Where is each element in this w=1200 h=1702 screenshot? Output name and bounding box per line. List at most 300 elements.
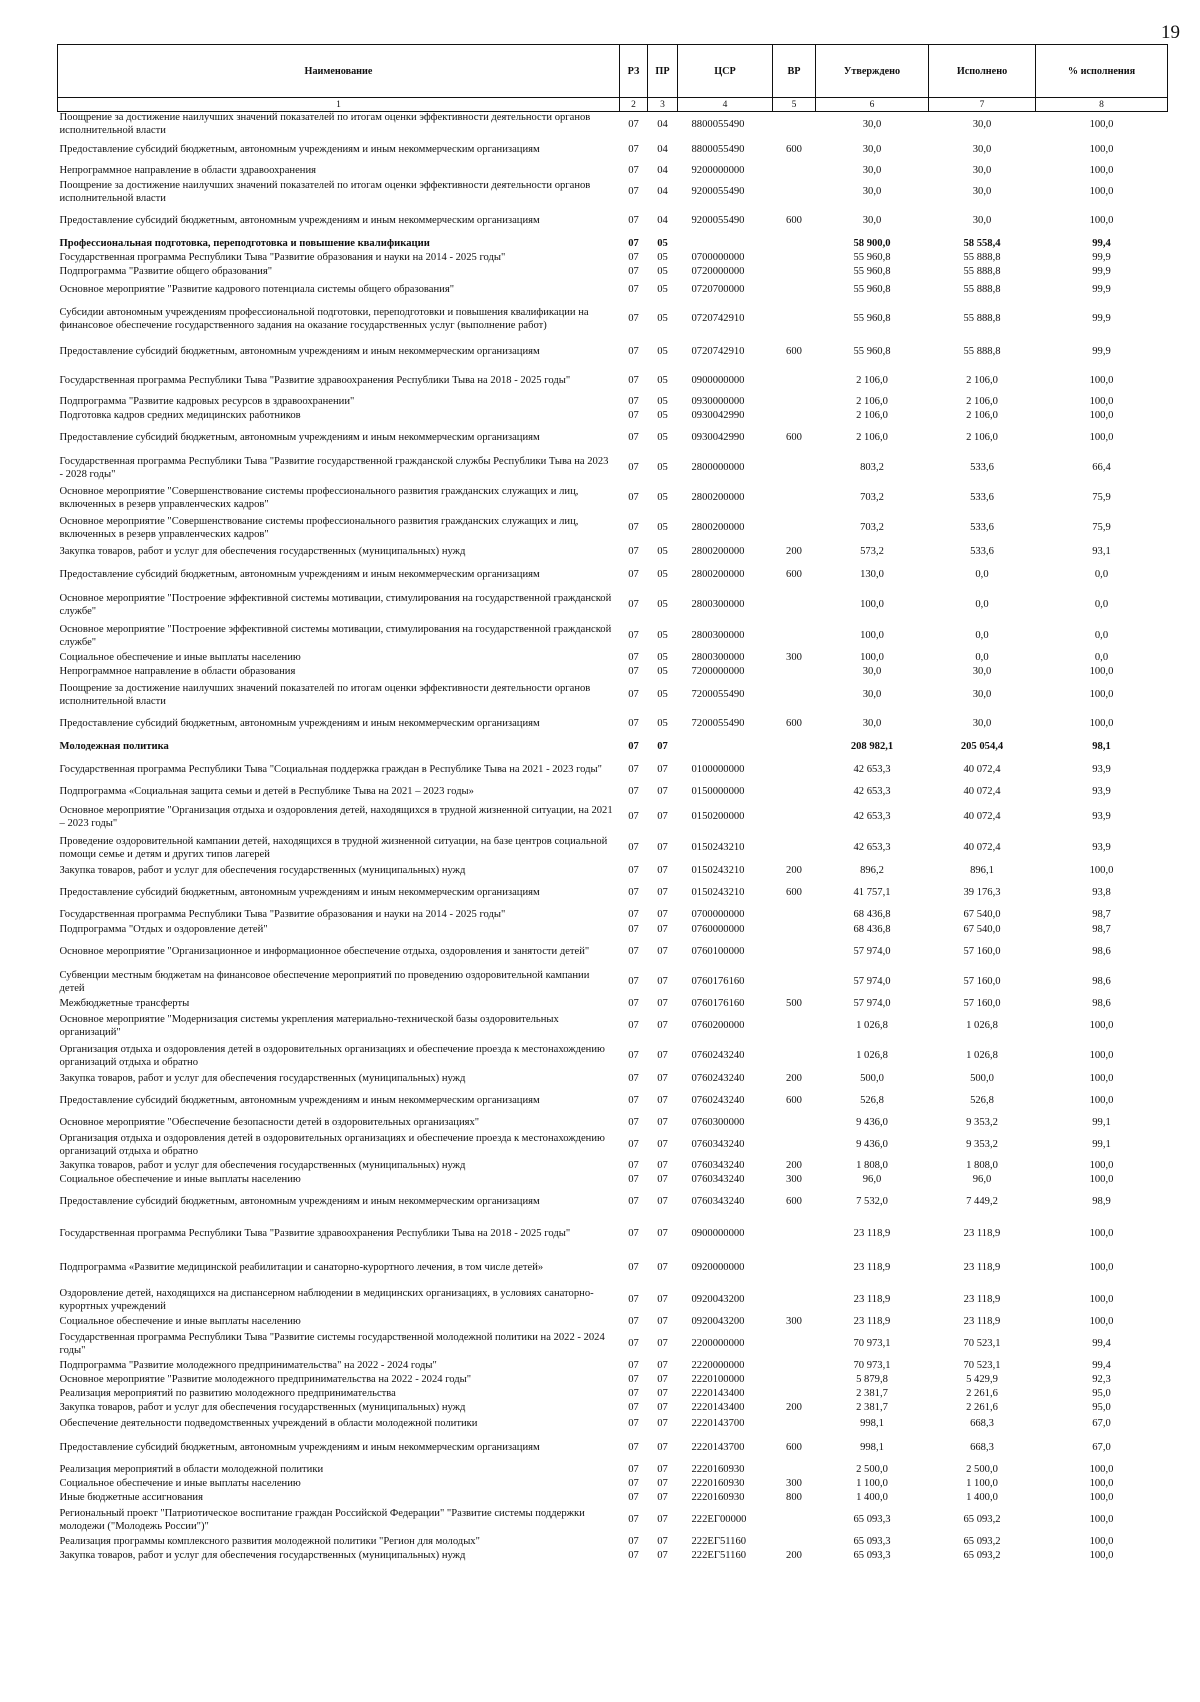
table-row xyxy=(58,908,1168,924)
table-row xyxy=(58,1388,1168,1402)
row-executed: 55 888,8 xyxy=(963,266,1001,278)
row-executed: 9 353,2 xyxy=(966,1139,998,1151)
table-row xyxy=(58,206,1168,238)
row-approved: 65 093,3 xyxy=(853,1536,891,1548)
row-name: Оздоровление детей, находящихся на диспансерном наблюдении в медицинских организациях, в условиях санаторно-курортных учреждений xyxy=(59,1288,594,1312)
row-pr: 05 xyxy=(657,266,668,278)
row-executed: 23 118,9 xyxy=(963,1262,1001,1274)
row-percent: 100,0 xyxy=(1089,410,1114,422)
table-row xyxy=(58,1188,1168,1218)
row-executed: 2 500,0 xyxy=(966,1464,998,1476)
row-percent: 98,6 xyxy=(1092,946,1111,958)
row-pr: 07 xyxy=(657,909,668,921)
table-row xyxy=(58,562,1168,590)
table-row xyxy=(58,590,1168,622)
row-approved: 30,0 xyxy=(862,165,882,177)
row-name: Подготовка кадров средних медицинских работников xyxy=(59,410,301,422)
row-name: Предоставление субсидий бюджетным, автономным учреждениям и иным некоммерческим организациям xyxy=(59,569,540,581)
row-approved: 23 118,9 xyxy=(853,1228,891,1240)
header-rz: РЗ xyxy=(620,45,648,98)
row-csr: 0720742910 xyxy=(691,313,745,325)
row-csr: 8800055490 xyxy=(691,144,745,156)
row-csr: 2800200000 xyxy=(691,492,745,504)
row-executed: 1 026,8 xyxy=(966,1020,998,1032)
row-pr: 05 xyxy=(657,396,668,408)
row-percent: 93,9 xyxy=(1092,786,1111,798)
row-percent: 100,0 xyxy=(1089,1073,1114,1085)
row-pr: 04 xyxy=(657,215,668,227)
row-name: Подпрограмма "Развитие кадровых ресурсов в здравоохранении" xyxy=(59,396,355,408)
row-approved: 30,0 xyxy=(862,144,882,156)
row-executed: 0,0 xyxy=(975,652,989,664)
row-executed: 896,1 xyxy=(970,865,994,877)
row-name: Государственная программа Республики Тыва "Развитие образования и науки на 2014 - 2025 годы" xyxy=(59,909,506,921)
row-approved: 23 118,9 xyxy=(853,1316,891,1328)
row-name: Государственная программа Республики Тыва "Социальная поддержка граждан в Республике Тыва на 2021 - 2023 годы" xyxy=(59,764,602,776)
row-csr: 0930042990 xyxy=(691,432,745,444)
header-executed: Исполнено xyxy=(929,45,1036,98)
row-pr: 05 xyxy=(657,252,668,264)
row-vr xyxy=(773,396,816,410)
row-pr: 07 xyxy=(657,1338,668,1350)
row-name: Государственная программа Республики Тыва "Развитие здравоохранения Республики Тыва на 2018 - 2025 годы" xyxy=(59,375,571,387)
row-csr: 0720000000 xyxy=(691,266,745,278)
row-name: Подпрограмма «Социальная защита семьи и детей в Республике Тыва на 2021 – 2023 годы» xyxy=(59,786,474,798)
column-number: 7 xyxy=(929,98,1036,112)
row-name: Организация отдыха и оздоровления детей в оздоровительных организациях и обеспечение проезда к местонахождению организаций отдыха и обратно xyxy=(59,1044,605,1068)
row-approved: 500,0 xyxy=(860,1073,884,1085)
row-csr: 0930000000 xyxy=(691,396,745,408)
table-row xyxy=(58,1478,1168,1492)
row-name: Социальное обеспечение и иные выплаты населению xyxy=(59,652,301,664)
row-percent: 98,6 xyxy=(1092,976,1111,988)
row-percent: 100,0 xyxy=(1089,1228,1114,1240)
row-csr: 0760243240 xyxy=(691,1073,745,1085)
table-row xyxy=(58,368,1168,396)
row-csr: 0930042990 xyxy=(691,410,745,422)
row-rz: 07 xyxy=(628,546,639,558)
table-row xyxy=(58,164,1168,180)
row-vr xyxy=(773,1536,816,1550)
row-pr: 07 xyxy=(657,1360,668,1372)
table-header-row xyxy=(58,45,1168,98)
row-pr: 07 xyxy=(657,1117,668,1129)
table-row xyxy=(58,410,1168,424)
row-percent: 100,0 xyxy=(1089,1316,1114,1328)
row-vr: 600 xyxy=(786,887,802,899)
row-rz: 07 xyxy=(628,909,639,921)
row-vr xyxy=(773,514,816,544)
row-vr xyxy=(773,180,816,206)
table-row xyxy=(58,1416,1168,1434)
row-approved: 2 106,0 xyxy=(856,396,888,408)
row-executed: 30,0 xyxy=(972,165,992,177)
table-row xyxy=(58,1088,1168,1116)
row-percent: 66,4 xyxy=(1092,462,1111,474)
row-executed: 500,0 xyxy=(970,1073,994,1085)
row-rz: 07 xyxy=(628,346,639,358)
row-executed: 30,0 xyxy=(972,215,992,227)
row-csr: 0760000000 xyxy=(691,924,745,936)
table-row xyxy=(58,514,1168,544)
row-approved: 9 436,0 xyxy=(856,1139,888,1151)
row-pr: 07 xyxy=(657,1478,668,1490)
row-csr: 0150200000 xyxy=(691,811,745,823)
row-csr: 2220160930 xyxy=(691,1464,745,1476)
row-approved: 30,0 xyxy=(862,215,882,227)
row-executed: 57 160,0 xyxy=(963,946,1001,958)
row-percent: 0,0 xyxy=(1094,599,1109,611)
row-vr xyxy=(773,410,816,424)
row-pr: 05 xyxy=(657,652,668,664)
row-pr: 07 xyxy=(657,1294,668,1306)
row-approved: 2 500,0 xyxy=(856,1464,888,1476)
table-row xyxy=(58,1042,1168,1072)
row-rz: 07 xyxy=(628,1442,639,1454)
row-rz: 07 xyxy=(628,1550,639,1562)
row-rz: 07 xyxy=(628,998,639,1010)
row-percent: 100,0 xyxy=(1089,118,1114,130)
table-row xyxy=(58,652,1168,666)
row-name: Закупка товаров, работ и услуг для обеспечения государственных (муниципальных) нужд xyxy=(59,1550,466,1562)
row-csr xyxy=(678,238,773,252)
row-pr: 05 xyxy=(657,346,668,358)
row-pr: 04 xyxy=(657,165,668,177)
row-vr: 600 xyxy=(786,346,802,358)
row-pr: 04 xyxy=(657,118,668,130)
row-pr: 07 xyxy=(657,1228,668,1240)
row-vr xyxy=(773,1416,816,1434)
row-name: Закупка товаров, работ и услуг для обеспечения государственных (муниципальных) нужд xyxy=(59,1402,466,1414)
row-csr: 0100000000 xyxy=(691,764,745,776)
row-rz: 07 xyxy=(628,375,639,387)
row-percent: 100,0 xyxy=(1089,1174,1114,1186)
row-csr: 2800300000 xyxy=(691,652,745,664)
row-name: Подпрограмма "Отдых и оздоровление детей" xyxy=(59,924,268,936)
row-vr xyxy=(773,802,816,834)
row-csr: 0920000000 xyxy=(691,1262,745,1274)
row-vr: 200 xyxy=(786,1402,802,1414)
row-executed: 70 523,1 xyxy=(963,1338,1001,1350)
row-executed: 55 888,8 xyxy=(963,346,1001,358)
row-csr: 7200055490 xyxy=(691,718,745,730)
row-csr: 0760176160 xyxy=(691,998,745,1010)
row-csr: 2220000000 xyxy=(691,1360,745,1372)
row-percent: 100,0 xyxy=(1089,1050,1114,1062)
table-row xyxy=(58,938,1168,968)
row-name: Субсидии автономным учреждениям профессиональной подготовки, переподготовки и повышения квалификации на финансовое обеспечение государственного задания на оказание государственных услуг (выполнение работ) xyxy=(59,307,589,331)
row-pr: 07 xyxy=(657,764,668,776)
header-csr: ЦСР xyxy=(678,45,773,98)
row-name: Субвенции местным бюджетам на финансовое обеспечение мероприятий по проведению оздоровительной кампании детей xyxy=(59,970,590,994)
column-number: 1 xyxy=(58,98,620,112)
row-name: Иные бюджетные ассигнования xyxy=(59,1492,203,1504)
row-pr: 07 xyxy=(657,786,668,798)
row-name: Основное мероприятие "Организация отдыха и оздоровления детей, находящихся в трудной жизненной ситуации, на 2021 – 2023 годы" xyxy=(59,805,613,829)
row-approved: 100,0 xyxy=(860,652,884,664)
table-row xyxy=(58,1072,1168,1088)
row-vr: 800 xyxy=(786,1492,802,1504)
row-rz: 07 xyxy=(628,976,639,988)
row-executed: 30,0 xyxy=(972,144,992,156)
row-rz: 07 xyxy=(628,689,639,701)
row-percent: 100,0 xyxy=(1089,718,1114,730)
row-csr: 0150243210 xyxy=(691,887,745,899)
row-executed: 57 160,0 xyxy=(963,998,1001,1010)
row-percent: 100,0 xyxy=(1089,865,1114,877)
table-row xyxy=(58,622,1168,652)
row-csr: 0760200000 xyxy=(691,1020,745,1032)
row-name: Поощрение за достижение наилучших значений показателей по итогам оценки эффективности деятельности органов исполнительной власти xyxy=(59,180,591,204)
table-row xyxy=(58,396,1168,410)
row-approved: 42 653,3 xyxy=(853,811,891,823)
row-executed: 533,6 xyxy=(970,492,994,504)
row-rz: 07 xyxy=(628,1316,639,1328)
row-executed: 70 523,1 xyxy=(963,1360,1001,1372)
row-pr: 07 xyxy=(657,842,668,854)
row-vr: 200 xyxy=(786,546,802,558)
row-approved: 55 960,8 xyxy=(853,313,891,325)
row-vr xyxy=(773,1042,816,1072)
row-vr: 200 xyxy=(786,1550,802,1562)
row-pr: 05 xyxy=(657,462,668,474)
row-rz: 07 xyxy=(628,865,639,877)
row-pr: 07 xyxy=(657,1160,668,1172)
column-number: 3 xyxy=(648,98,678,112)
table-row xyxy=(58,1174,1168,1188)
row-name: Государственная программа Республики Тыва "Развитие здравоохранения Республики Тыва на 2018 - 2025 годы" xyxy=(59,1228,571,1240)
row-vr: 600 xyxy=(786,144,802,156)
row-pr: 07 xyxy=(657,998,668,1010)
row-name: Обеспечение деятельности подведомственных учреждений в области молодежной политики xyxy=(59,1418,478,1430)
row-vr xyxy=(773,758,816,784)
row-executed: 40 072,4 xyxy=(963,786,1001,798)
row-pr: 07 xyxy=(657,1196,668,1208)
row-approved: 55 960,8 xyxy=(853,252,891,264)
row-rz: 07 xyxy=(628,1262,639,1274)
row-rz: 07 xyxy=(628,396,639,408)
row-vr: 600 xyxy=(786,1196,802,1208)
table-row xyxy=(58,880,1168,908)
row-vr: 600 xyxy=(786,1095,802,1107)
row-executed: 55 888,8 xyxy=(963,252,1001,264)
row-vr xyxy=(773,968,816,998)
row-vr xyxy=(773,1218,816,1252)
row-pr: 05 xyxy=(657,238,668,250)
row-executed: 30,0 xyxy=(972,118,992,130)
row-percent: 100,0 xyxy=(1089,396,1114,408)
table-row xyxy=(58,484,1168,514)
row-name: Основное мероприятие "Совершенствование системы профессионального развития гражданских служащих и лиц, включенных в резерв управленческих кадров" xyxy=(59,516,579,540)
row-name: Социальное обеспечение и иные выплаты населению xyxy=(59,1316,301,1328)
row-csr: 0760343240 xyxy=(691,1174,745,1186)
row-approved: 100,0 xyxy=(860,599,884,611)
row-rz: 07 xyxy=(628,924,639,936)
row-name: Поощрение за достижение наилучших значений показателей по итогам оценки эффективности деятельности органов исполнительной власти xyxy=(59,112,591,136)
row-pr: 07 xyxy=(657,1174,668,1186)
section-row xyxy=(58,738,1168,758)
row-rz: 07 xyxy=(628,238,639,250)
row-rz: 07 xyxy=(628,432,639,444)
row-approved: 2 106,0 xyxy=(856,432,888,444)
row-rz: 07 xyxy=(628,1374,639,1386)
row-csr xyxy=(678,738,773,758)
row-csr: 2800300000 xyxy=(691,630,745,642)
row-pr: 07 xyxy=(657,1095,668,1107)
table-row xyxy=(58,1252,1168,1286)
row-rz: 07 xyxy=(628,599,639,611)
row-pr: 07 xyxy=(657,1073,668,1085)
row-executed: 1 808,0 xyxy=(966,1160,998,1172)
row-pr: 07 xyxy=(657,946,668,958)
row-approved: 65 093,3 xyxy=(853,1550,891,1562)
row-vr xyxy=(773,1286,816,1316)
row-rz: 07 xyxy=(628,186,639,198)
header-name: Наименование xyxy=(58,45,620,98)
column-numbers-row xyxy=(58,98,1168,112)
table-row xyxy=(58,1464,1168,1478)
table-row xyxy=(58,666,1168,680)
header-pr: ПР xyxy=(648,45,678,98)
row-name: Межбюджетные трансферты xyxy=(59,998,190,1010)
row-rz: 07 xyxy=(628,1095,639,1107)
row-executed: 2 106,0 xyxy=(966,396,998,408)
row-executed: 0,0 xyxy=(975,599,989,611)
row-csr: 9200055490 xyxy=(691,215,745,227)
row-percent: 99,9 xyxy=(1092,252,1111,264)
row-vr xyxy=(773,924,816,938)
row-pr: 05 xyxy=(657,492,668,504)
row-vr xyxy=(773,112,816,138)
row-percent: 67,0 xyxy=(1092,1442,1111,1454)
row-percent: 100,0 xyxy=(1089,1095,1114,1107)
table-row xyxy=(58,112,1168,138)
row-name: Закупка товаров, работ и услуг для обеспечения государственных (муниципальных) нужд xyxy=(59,546,466,558)
row-csr: 0920043200 xyxy=(691,1294,745,1306)
table-row xyxy=(58,1160,1168,1174)
row-percent: 93,9 xyxy=(1092,811,1111,823)
row-name: Подпрограмма "Развитие общего образования" xyxy=(59,266,273,278)
row-percent: 98,9 xyxy=(1092,1196,1111,1208)
row-approved: 57 974,0 xyxy=(853,976,891,988)
row-approved: 30,0 xyxy=(862,718,882,730)
row-approved: 1 026,8 xyxy=(856,1050,888,1062)
row-rz: 07 xyxy=(628,652,639,664)
row-csr: 0720700000 xyxy=(691,284,745,296)
row-percent: 100,0 xyxy=(1089,1492,1114,1504)
row-percent: 93,8 xyxy=(1092,887,1111,899)
row-percent: 0,0 xyxy=(1094,652,1109,664)
row-approved: 5 879,8 xyxy=(856,1374,888,1386)
row-executed: 55 888,8 xyxy=(963,284,1001,296)
row-percent: 100,0 xyxy=(1089,1262,1114,1274)
row-executed: 533,6 xyxy=(970,546,994,558)
row-vr xyxy=(773,1360,816,1374)
row-name: Проведение оздоровительной кампании детей, находящихся в трудной жизненной ситуации, на базе центров социальной помощи семье и детям и других типов лагерей xyxy=(59,836,608,860)
row-name: Основное мероприятие "Организационное и информационное обеспечение отдыха, оздоровления и занятости детей" xyxy=(59,946,590,958)
table-row xyxy=(58,802,1168,834)
row-executed: 67 540,0 xyxy=(963,924,1001,936)
row-pr: 07 xyxy=(657,1139,668,1151)
row-percent: 98,1 xyxy=(1092,741,1111,753)
row-approved: 1 100,0 xyxy=(856,1478,888,1490)
row-approved: 1 400,0 xyxy=(856,1492,888,1504)
row-csr: 2220100000 xyxy=(691,1374,745,1386)
row-percent: 100,0 xyxy=(1089,432,1114,444)
row-percent: 99,4 xyxy=(1092,238,1111,250)
row-pr: 07 xyxy=(657,1536,668,1548)
row-executed: 23 118,9 xyxy=(963,1316,1001,1328)
row-vr xyxy=(773,454,816,484)
row-rz: 07 xyxy=(628,786,639,798)
row-vr xyxy=(773,1116,816,1132)
row-approved: 998,1 xyxy=(860,1418,884,1430)
row-name: Предоставление субсидий бюджетным, автономным учреждениям и иным некоммерческим организациям xyxy=(59,887,540,899)
row-name: Предоставление субсидий бюджетным, автономным учреждениям и иным некоммерческим организациям xyxy=(59,346,540,358)
row-executed: 0,0 xyxy=(975,630,989,642)
row-rz: 07 xyxy=(628,666,639,678)
row-csr: 0760343240 xyxy=(691,1196,745,1208)
row-csr: 0760300000 xyxy=(691,1117,745,1129)
row-executed: 2 106,0 xyxy=(966,375,998,387)
row-approved: 70 973,1 xyxy=(853,1360,891,1372)
row-approved: 42 653,3 xyxy=(853,786,891,798)
row-csr: 7200000000 xyxy=(691,666,745,678)
row-csr: 222ЕГ00000 xyxy=(691,1514,747,1526)
row-approved: 998,1 xyxy=(860,1442,884,1454)
row-rz: 07 xyxy=(628,118,639,130)
row-percent: 98,7 xyxy=(1092,924,1111,936)
row-rz: 07 xyxy=(628,1388,639,1400)
row-vr: 200 xyxy=(786,865,802,877)
row-vr xyxy=(773,908,816,924)
row-percent: 100,0 xyxy=(1089,1464,1114,1476)
row-rz: 07 xyxy=(628,1020,639,1032)
row-name: Основное мероприятие "Построение эффективной системы мотивации, стимулирования на государственной гражданской службе" xyxy=(59,624,612,648)
row-rz: 07 xyxy=(628,1514,639,1526)
row-name: Основное мероприятие "Совершенствование системы профессионального развития гражданских служащих и лиц, включенных в резерв управленческих кадров" xyxy=(59,486,579,510)
row-rz: 07 xyxy=(628,1402,639,1414)
table-row xyxy=(58,280,1168,302)
row-csr: 2200000000 xyxy=(691,1338,745,1350)
row-percent: 100,0 xyxy=(1089,1536,1114,1548)
row-rz: 07 xyxy=(628,1338,639,1350)
row-rz: 07 xyxy=(628,1464,639,1476)
row-rz: 07 xyxy=(628,1360,639,1372)
table-row xyxy=(58,1218,1168,1252)
row-approved: 42 653,3 xyxy=(853,764,891,776)
row-name: Основное мероприятие "Развитие кадрового потенциала системы общего образования" xyxy=(59,284,455,296)
row-pr: 05 xyxy=(657,689,668,701)
row-executed: 5 429,9 xyxy=(966,1374,998,1386)
row-executed: 7 449,2 xyxy=(966,1196,998,1208)
row-executed: 39 176,3 xyxy=(963,887,1001,899)
row-csr: 2220143400 xyxy=(691,1402,745,1414)
column-number: 4 xyxy=(678,98,773,112)
row-approved: 65 093,3 xyxy=(853,1514,891,1526)
row-executed: 65 093,2 xyxy=(963,1550,1001,1562)
row-executed: 67 540,0 xyxy=(963,909,1001,921)
row-csr: 222ЕГ51160 xyxy=(691,1550,747,1562)
table-row xyxy=(58,712,1168,738)
row-percent: 0,0 xyxy=(1094,569,1109,581)
row-executed: 1 026,8 xyxy=(966,1050,998,1062)
row-approved: 30,0 xyxy=(862,689,882,701)
row-name: Подпрограмма «Развитие медицинской реабилитации и санаторно-курортного лечения, в том числе детей» xyxy=(59,1262,544,1274)
row-approved: 100,0 xyxy=(860,630,884,642)
row-csr: 2800200000 xyxy=(691,522,745,534)
row-pr: 07 xyxy=(657,865,668,877)
